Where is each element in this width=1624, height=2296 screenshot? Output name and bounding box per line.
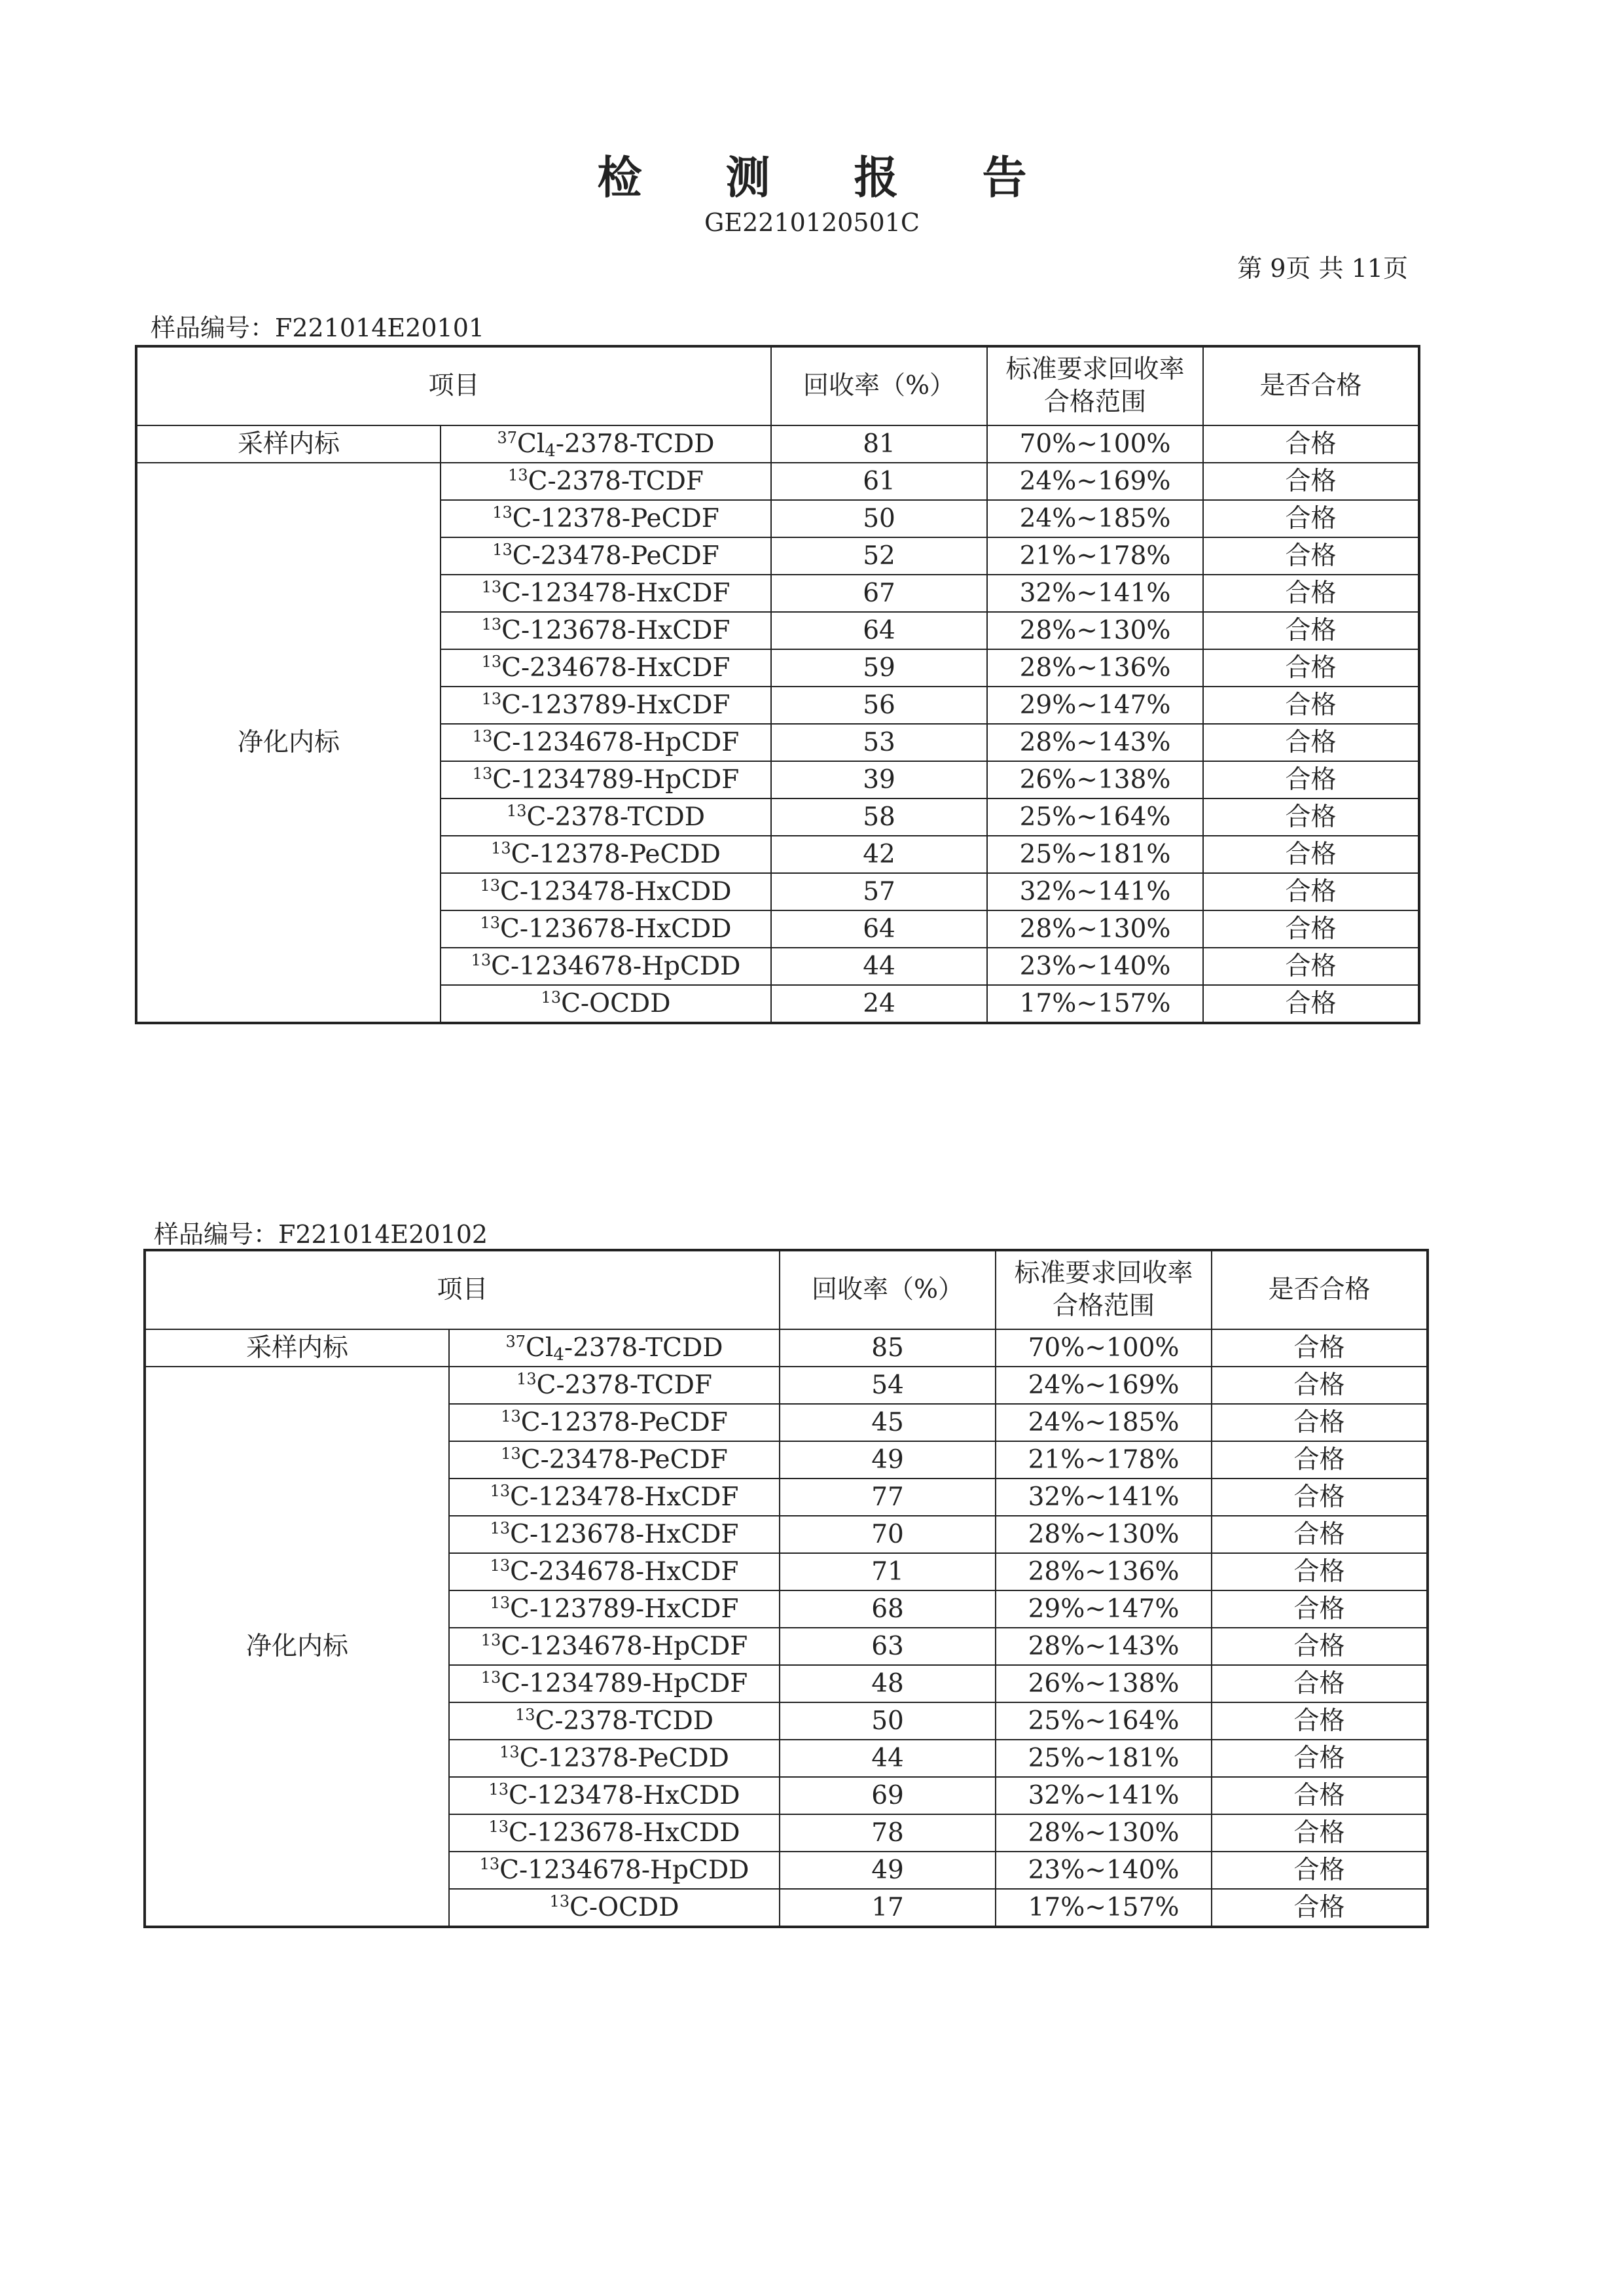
isotope-mass: 13 (472, 764, 493, 783)
header-row (136, 346, 1419, 425)
acceptance-range: 21%~178% (987, 537, 1203, 575)
recovery-value: 45 (780, 1404, 996, 1441)
recovery-value: 44 (780, 1740, 996, 1777)
acceptance-range: 25%~181% (987, 836, 1203, 873)
pass-status: 合格 (1212, 1404, 1428, 1441)
compound-name (441, 910, 771, 948)
acceptance-range: 26%~138% (996, 1665, 1212, 1702)
acceptance-range: 70%~100% (987, 425, 1203, 463)
compound-name (449, 1441, 780, 1479)
acceptance-range: 17%~157% (987, 985, 1203, 1023)
recovery-value: 61 (771, 463, 987, 500)
acceptance-range: 23%~140% (996, 1852, 1212, 1889)
pass-status: 合格 (1203, 575, 1419, 612)
compound-suffix: C-2378-TCDF (536, 1371, 712, 1400)
recovery-value: 50 (780, 1702, 996, 1740)
isotope-mass: 13 (488, 1818, 509, 1836)
compound-suffix: C-123789-HxCDF (510, 1594, 739, 1624)
recovery-value: 69 (780, 1777, 996, 1814)
report-number: GE2210120501C (704, 208, 920, 237)
compound-name (441, 798, 771, 836)
compound-suffix: C-123478-HxCDF (501, 579, 731, 608)
recovery-value: 64 (771, 612, 987, 649)
pass-status: 合格 (1203, 724, 1419, 761)
compound-name (449, 1553, 780, 1590)
group-label-cleanup: 净化内标 (136, 463, 441, 1023)
recovery-value: 71 (780, 1553, 996, 1590)
isotope-mass: 13 (490, 1519, 511, 1537)
compound-suffix: C-123478-HxCDD (500, 877, 732, 906)
compound-suffix: C-123478-HxCDF (510, 1482, 739, 1512)
pass-status: 合格 (1212, 1814, 1428, 1852)
compound-name (441, 724, 771, 761)
pass-status: 合格 (1203, 910, 1419, 948)
acceptance-range: 32%~141% (987, 575, 1203, 612)
pass-status: 合格 (1212, 1479, 1428, 1516)
pass-status: 合格 (1212, 1329, 1428, 1367)
compound-name (449, 1777, 780, 1814)
acceptance-range: 29%~147% (987, 687, 1203, 724)
recovery-value: 24 (771, 985, 987, 1023)
compound-suffix: C-2378-TCDF (528, 467, 704, 496)
isotope-mass: 37 (505, 1333, 526, 1351)
recovery-value: 81 (771, 425, 987, 463)
pass-status: 合格 (1212, 1367, 1428, 1404)
table-row (145, 1329, 1428, 1367)
compound-suffix: C-2378-TCDD (526, 802, 705, 832)
compound-name (441, 761, 771, 798)
compound-name (441, 836, 771, 873)
acceptance-range: 24%~169% (996, 1367, 1212, 1404)
acceptance-range: 32%~141% (996, 1777, 1212, 1814)
acceptance-range: 17%~157% (996, 1889, 1212, 1927)
recovery-value: 50 (771, 500, 987, 537)
isotope-mass: 13 (501, 1444, 521, 1463)
acceptance-range: 28%~143% (987, 724, 1203, 761)
acceptance-range: 28%~130% (996, 1814, 1212, 1852)
table-body (136, 425, 1419, 1023)
table-header (145, 1250, 1428, 1329)
recovery-value: 49 (780, 1852, 996, 1889)
acceptance-range: 28%~136% (987, 649, 1203, 687)
compound-name (441, 687, 771, 724)
pass-status: 合格 (1212, 1889, 1428, 1927)
isotope-mass: 13 (481, 578, 502, 596)
recovery-value: 48 (780, 1665, 996, 1702)
compound-name (441, 612, 771, 649)
compound-suffix: C-1234678-HpCDF (501, 1632, 748, 1661)
acceptance-range: 25%~181% (996, 1740, 1212, 1777)
isotope-mass: 13 (480, 1631, 501, 1649)
pass-status: 合格 (1203, 798, 1419, 836)
compound-name (441, 463, 771, 500)
isotope-mass: 13 (490, 1594, 511, 1612)
acceptance-range: 24%~169% (987, 463, 1203, 500)
page-indicator: 第 9页 共 11页 (1237, 254, 1408, 283)
recovery-value: 63 (780, 1628, 996, 1665)
compound-suffix: C-12378-PeCDD (519, 1744, 729, 1773)
group-label-cleanup: 净化内标 (145, 1367, 449, 1927)
element-symbol: Cl (517, 429, 545, 459)
compound-name (449, 1628, 780, 1665)
compound-name (449, 1329, 780, 1367)
column-header-item: 项目 (136, 346, 771, 425)
compound-suffix: C-23478-PeCDF (512, 541, 719, 571)
compound-name (441, 537, 771, 575)
compound-name (449, 1367, 780, 1404)
isotope-mass: 13 (507, 802, 527, 820)
table-row (145, 1367, 1428, 1404)
isotope-mass: 13 (491, 839, 511, 857)
recovery-value: 49 (780, 1441, 996, 1479)
compound-suffix: C-12378-PeCDF (520, 1408, 728, 1437)
recovery-value: 57 (771, 873, 987, 910)
acceptance-range: 28%~143% (996, 1628, 1212, 1665)
pass-status: 合格 (1212, 1702, 1428, 1740)
recovery-value: 39 (771, 761, 987, 798)
recovery-table (143, 1249, 1429, 1928)
isotope-mass: 13 (492, 503, 513, 522)
pass-status: 合格 (1212, 1665, 1428, 1702)
compound-suffix: C-23478-PeCDF (520, 1445, 728, 1475)
table-row (136, 463, 1419, 500)
pass-status: 合格 (1212, 1441, 1428, 1479)
isotope-mass: 13 (480, 914, 501, 932)
column-header-recovery: 回收率（%） (780, 1250, 996, 1329)
compound-suffix: C-234678-HxCDF (501, 653, 731, 683)
pass-status: 合格 (1212, 1740, 1428, 1777)
compound-name (449, 1740, 780, 1777)
acceptance-range: 32%~141% (996, 1479, 1212, 1516)
pass-status: 合格 (1203, 985, 1419, 1023)
compound-suffix: C-12378-PeCDD (511, 840, 721, 869)
acceptance-range: 28%~130% (996, 1516, 1212, 1553)
compound-suffix: C-2378-TCDD (535, 1706, 713, 1736)
compound-name (449, 1516, 780, 1553)
isotope-mass: 13 (549, 1892, 570, 1910)
isotope-mass: 13 (472, 727, 493, 745)
compound-suffix: C-1234678-HpCDD (491, 952, 741, 981)
pass-status: 合格 (1203, 687, 1419, 724)
pass-status: 合格 (1203, 537, 1419, 575)
report-title: 检测报告 (597, 152, 1111, 204)
compound-suffix: -2378-TCDD (555, 429, 715, 459)
column-header-range: 标准要求回收率合格范围 (996, 1250, 1212, 1329)
isotope-mass: 13 (481, 615, 502, 634)
recovery-value: 77 (780, 1479, 996, 1516)
compound-name (441, 425, 771, 463)
sample-label: 样品编号：F221014E20101 (151, 314, 485, 342)
recovery-value: 70 (780, 1516, 996, 1553)
column-header-pass: 是否合格 (1212, 1250, 1428, 1329)
table-header (136, 346, 1419, 425)
recovery-value: 67 (771, 575, 987, 612)
compound-suffix: C-123478-HxCDD (509, 1781, 740, 1810)
pass-status: 合格 (1212, 1628, 1428, 1665)
sample-label: 样品编号：F221014E20102 (154, 1220, 488, 1249)
compound-name (449, 1814, 780, 1852)
table-body (145, 1329, 1428, 1927)
isotope-mass: 13 (501, 1407, 521, 1426)
compound-suffix: C-1234789-HpCDF (501, 1669, 748, 1698)
pass-status: 合格 (1203, 425, 1419, 463)
compound-name (441, 948, 771, 985)
recovery-value: 52 (771, 537, 987, 575)
compound-suffix: C-123678-HxCDF (501, 616, 731, 645)
column-header-range: 标准要求回收率合格范围 (987, 346, 1203, 425)
header-row (145, 1250, 1428, 1329)
recovery-value: 53 (771, 724, 987, 761)
column-header-pass: 是否合格 (1203, 346, 1419, 425)
isotope-mass: 13 (481, 690, 502, 708)
isotope-mass: 13 (471, 951, 492, 969)
pass-status: 合格 (1203, 649, 1419, 687)
atom-count: 4 (545, 441, 556, 461)
acceptance-range: 21%~178% (996, 1441, 1212, 1479)
pass-status: 合格 (1203, 761, 1419, 798)
isotope-mass: 13 (479, 1855, 500, 1873)
column-header-recovery: 回收率（%） (771, 346, 987, 425)
acceptance-range: 24%~185% (996, 1404, 1212, 1441)
recovery-value: 59 (771, 649, 987, 687)
compound-name (449, 1889, 780, 1927)
compound-suffix: C-123678-HxCDF (510, 1520, 739, 1549)
acceptance-range: 26%~138% (987, 761, 1203, 798)
isotope-mass: 13 (480, 1668, 501, 1687)
pass-status: 合格 (1203, 836, 1419, 873)
recovery-table (135, 345, 1420, 1024)
compound-suffix: C-234678-HxCDF (510, 1557, 739, 1587)
recovery-value: 68 (780, 1590, 996, 1628)
table-row (136, 425, 1419, 463)
compound-name (449, 1479, 780, 1516)
compound-name (449, 1702, 780, 1740)
pass-status: 合格 (1212, 1516, 1428, 1553)
isotope-mass: 13 (481, 653, 502, 671)
compound-suffix: C-1234789-HpCDF (492, 765, 740, 795)
recovery-value: 44 (771, 948, 987, 985)
pass-status: 合格 (1212, 1553, 1428, 1590)
group-label-sampling: 采样内标 (145, 1329, 449, 1367)
isotope-mass: 13 (490, 1556, 511, 1575)
compound-suffix: C-OCDD (569, 1893, 679, 1922)
acceptance-range: 23%~140% (987, 948, 1203, 985)
recovery-value: 54 (780, 1367, 996, 1404)
acceptance-range: 29%~147% (996, 1590, 1212, 1628)
acceptance-range: 28%~130% (987, 910, 1203, 948)
acceptance-range: 25%~164% (987, 798, 1203, 836)
recovery-value: 64 (771, 910, 987, 948)
isotope-mass: 13 (490, 1482, 511, 1500)
acceptance-range: 24%~185% (987, 500, 1203, 537)
acceptance-range: 28%~136% (996, 1553, 1212, 1590)
atom-count: 4 (553, 1345, 564, 1365)
acceptance-range: 25%~164% (996, 1702, 1212, 1740)
compound-suffix: -2378-TCDD (564, 1333, 723, 1363)
isotope-mass: 13 (541, 988, 562, 1007)
pass-status: 合格 (1203, 948, 1419, 985)
pass-status: 合格 (1212, 1777, 1428, 1814)
compound-name (449, 1852, 780, 1889)
isotope-mass: 13 (515, 1706, 535, 1724)
isotope-mass: 13 (488, 1780, 509, 1799)
acceptance-range: 70%~100% (996, 1329, 1212, 1367)
recovery-value: 42 (771, 836, 987, 873)
compound-suffix: C-1234678-HpCDD (499, 1856, 749, 1885)
pass-status: 合格 (1203, 873, 1419, 910)
pass-status: 合格 (1212, 1852, 1428, 1889)
isotope-mass: 13 (508, 466, 528, 484)
recovery-value: 78 (780, 1814, 996, 1852)
compound-name (449, 1404, 780, 1441)
isotope-mass: 13 (492, 541, 513, 559)
compound-name (449, 1665, 780, 1702)
compound-suffix: C-12378-PeCDF (512, 504, 719, 533)
pass-status: 合格 (1203, 612, 1419, 649)
isotope-mass: 13 (480, 876, 501, 895)
recovery-value: 56 (771, 687, 987, 724)
isotope-mass: 13 (516, 1370, 537, 1388)
compound-name (441, 873, 771, 910)
pass-status: 合格 (1203, 500, 1419, 537)
isotope-mass: 37 (497, 429, 518, 447)
compound-suffix: C-123678-HxCDD (500, 914, 732, 944)
compound-suffix: C-123678-HxCDD (509, 1818, 740, 1848)
compound-suffix: C-123789-HxCDF (501, 691, 731, 720)
compound-suffix: C-1234678-HpCDF (492, 728, 740, 757)
recovery-value: 58 (771, 798, 987, 836)
acceptance-range: 28%~130% (987, 612, 1203, 649)
recovery-value: 17 (780, 1889, 996, 1927)
group-label-sampling: 采样内标 (136, 425, 441, 463)
compound-name (441, 985, 771, 1023)
acceptance-range: 32%~141% (987, 873, 1203, 910)
compound-name (449, 1590, 780, 1628)
isotope-mass: 13 (499, 1743, 520, 1761)
compound-name (441, 649, 771, 687)
pass-status: 合格 (1203, 463, 1419, 500)
column-header-item: 项目 (145, 1250, 780, 1329)
compound-name (441, 500, 771, 537)
pass-status: 合格 (1212, 1590, 1428, 1628)
compound-name (441, 575, 771, 612)
compound-suffix: C-OCDD (561, 989, 671, 1018)
recovery-value: 85 (780, 1329, 996, 1367)
element-symbol: Cl (526, 1333, 554, 1363)
